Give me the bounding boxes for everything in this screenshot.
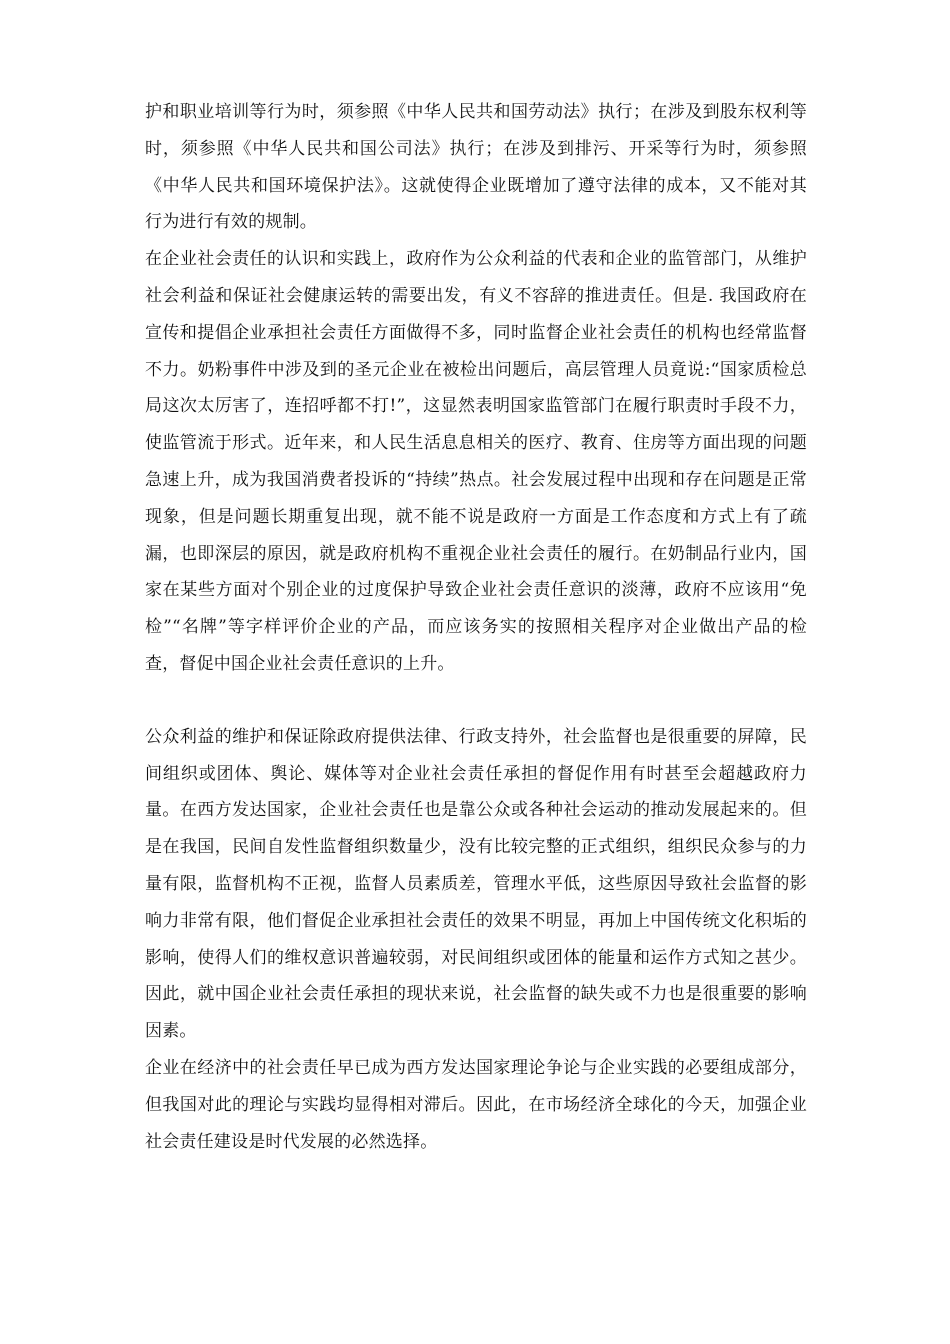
paragraph-spacer bbox=[145, 683, 807, 719]
paragraph-government-responsibility: 在企业社会责任的认识和实践上，政府作为公众利益的代表和企业的监管部门，从维护社会利益和保证社会健康运转的需要出发，有义不容辞的推进责任。但是. 我国政府在宣传和提倡企业承担社会责任方面做得不多，同时监督企业社会责任的机构也经常监督不力。奶粉事件中涉及到的圣元企业在被检出问题后，高层管理人员竟说:“国家质检总局这次太厉害了，连招呼都不打!”，这显然表明国家监管部门在履行职责时手段不力，使监管流于形式。近年来，和人民生活息息相关的医疗、教育、住房等方面出现的问题急速上升，成为我国消费者投诉的“持续”热点。社会发展过程中出现和存在问题是正常现象，但是问题长期重复出现，就不能不说是政府一方面是工作态度和方式上有了疏漏，也即深层的原因，就是政府机构不重视企业社会责任的履行。在奶制品行业内，国家在某些方面对个别企业的过度保护导致企业社会责任意识的淡薄，政府不应该用“免检”“名牌”等字样评价企业的产品，而应该务实的按照相关程序对企业做出产品的检查，督促中国企业社会责任意识的上升。 bbox=[145, 249, 807, 674]
paragraph-legal-framework: 护和职业培训等行为时，须参照《中华人民共和国劳动法》执行；在涉及到股东权利等时，须参照《中华人民共和国公司法》执行；在涉及到排污、开采等行为时，须参照《中华人民共和国环境保护法》。这就使得企业既增加了遵守法律的成本，又不能对其行为进行有效的规制。 bbox=[145, 102, 807, 233]
paragraph-social-supervision: 公众利益的维护和保证除政府提供法律、行政支持外，社会监督也是很重要的屏障，民间组织或团体、舆论、媒体等对企业社会责任承担的督促作用有时甚至会超越政府力量。在西方发达国家，企业社会责任也是靠公众或各种社会运动的推动发展起来的。但是在我国，民间自发性监督组织数量少，没有比较完整的正式组织，组织民众参与的力量有限，监督机构不正视，监督人员素质差，管理水平低，这些原因导致社会监督的影响力非常有限，他们督促企业承担社会责任的效果不明显，再加上中国传统文化积垢的影响，使得人们的维权意识普遍较弱，对民间组织或团体的能量和运作方式知之甚少。因此，就中国企业社会责任承担的现状来说，社会监督的缺失或不力也是很重要的影响因素。 bbox=[145, 726, 807, 1042]
paragraph-conclusion: 企业在经济中的社会责任早已成为西方发达国家理论争论与企业实践的必要组成部分，但我国对此的理论与实践均显得相对滞后。因此，在市场经济全球化的今天，加强企业社会责任建设是时代发展的必然选择。 bbox=[145, 1057, 807, 1152]
document-body bbox=[145, 94, 807, 1160]
